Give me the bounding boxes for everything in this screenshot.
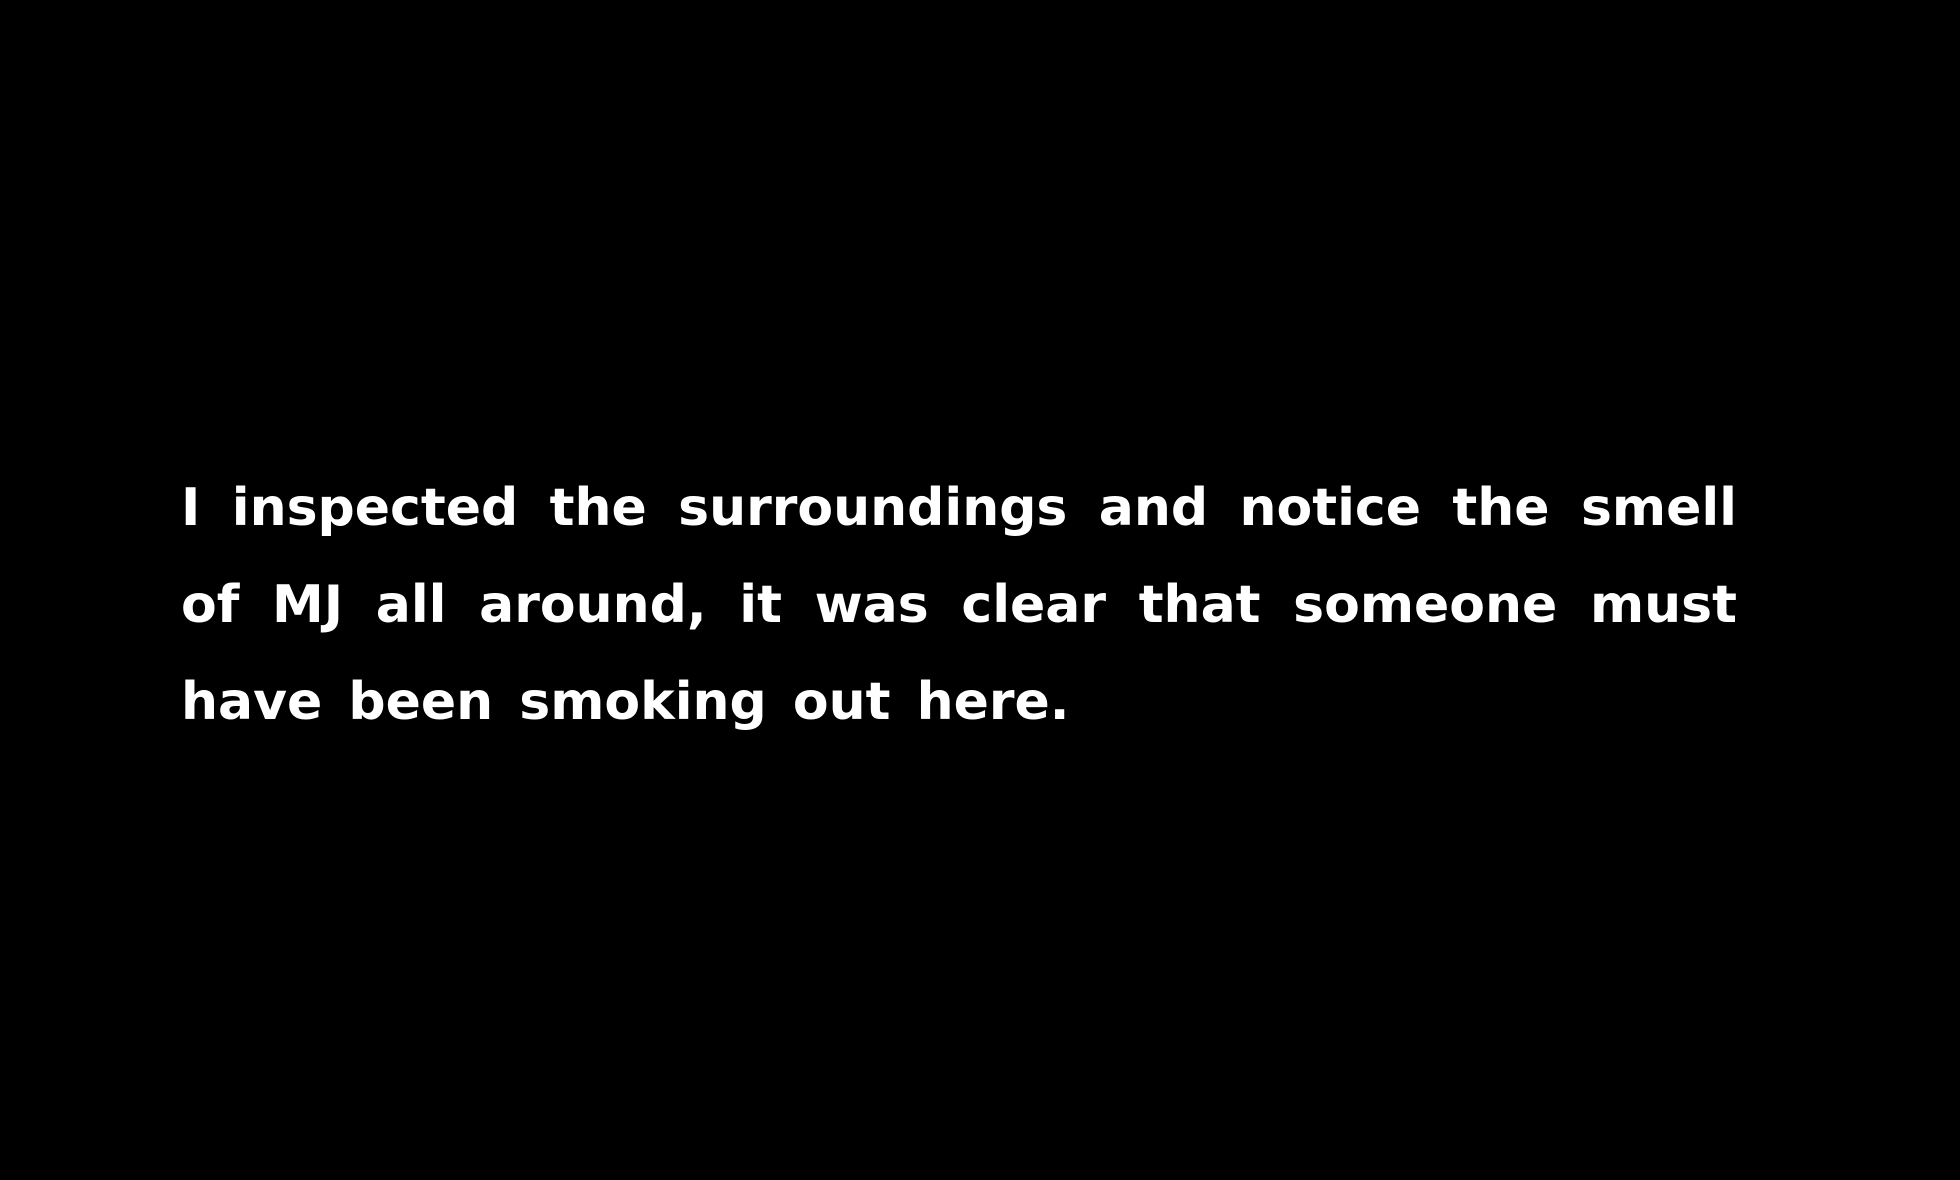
narration-text: I inspected the surroundings and notice the smell of MJ all around, it was clear that someone must have been smoking out here. bbox=[181, 478, 1737, 732]
